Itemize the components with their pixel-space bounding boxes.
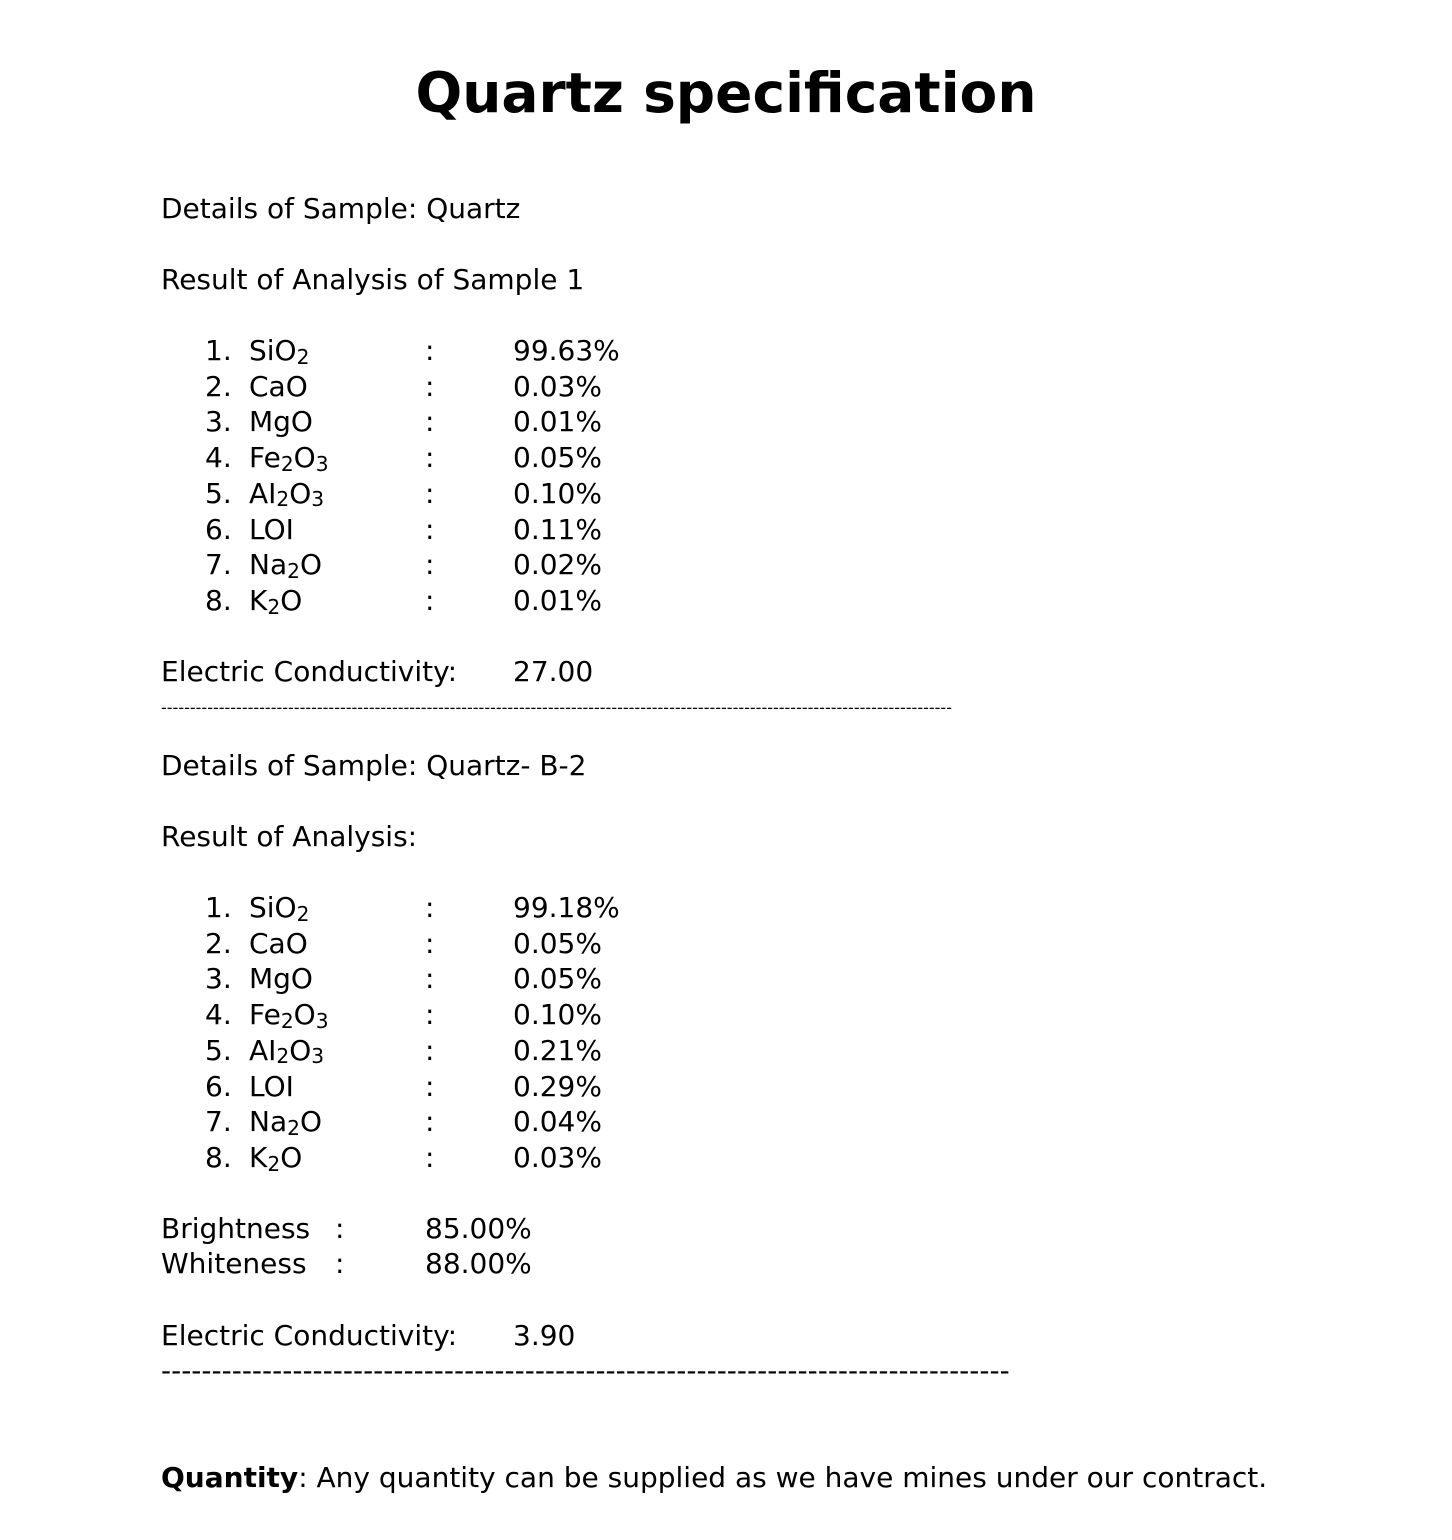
whiteness-value: 88.00% — [425, 1247, 532, 1280]
item-colon: : — [425, 512, 435, 546]
item-colon: : — [425, 962, 435, 996]
sample1-conductivity-value: 27.00 — [513, 655, 594, 688]
item-colon: : — [425, 441, 435, 475]
item-colon: : — [425, 1033, 435, 1067]
item-colon: : — [425, 369, 435, 403]
compound-name: Na2O — [249, 1105, 322, 1140]
compound-name: SiO2 — [249, 891, 310, 926]
item-colon: : — [425, 405, 435, 439]
sample1-conductivity-label: Electric Conductivity: — [161, 655, 458, 688]
sample1-details-value: Quartz — [426, 192, 521, 225]
compound-name: Na2O — [249, 548, 322, 583]
item-value: 0.03% — [513, 369, 602, 403]
item-number: 3. — [205, 405, 232, 439]
item-colon: : — [425, 1140, 435, 1174]
item-number: 6. — [205, 1069, 232, 1103]
compound-name: Fe2O3 — [249, 998, 329, 1033]
compound-name: MgO — [249, 962, 313, 996]
item-value: 99.63% — [513, 334, 620, 367]
compound-name: LOI — [249, 512, 294, 546]
item-value: 0.05% — [513, 962, 602, 996]
item-colon: : — [425, 998, 435, 1032]
sample2-conductivity — [161, 1318, 576, 1354]
sample2-result-heading: Result of Analysis: — [161, 820, 418, 853]
item-value: 0.04% — [513, 1105, 602, 1139]
item-number: 4. — [205, 998, 232, 1032]
item-number: 3. — [205, 962, 232, 996]
compound-name: MgO — [249, 405, 313, 439]
sample1-result-heading: Result of Analysis of Sample 1 — [161, 263, 585, 296]
item-number: 1. — [205, 891, 232, 924]
compound-name: CaO — [249, 369, 308, 403]
compound-name: AI2O3 — [249, 476, 325, 512]
item-number: 2. — [205, 369, 232, 403]
sample2-conductivity-value: 3.90 — [513, 1319, 576, 1352]
sample2-details — [161, 748, 586, 784]
brightness-value: 85.00% — [425, 1212, 532, 1245]
item-value: 0.02% — [513, 548, 602, 582]
sample1-details-label: Details of Sample: — [161, 192, 418, 225]
brightness-colon: : — [335, 1212, 345, 1245]
whiteness-label: Whiteness — [161, 1247, 307, 1280]
page-title: Quartz specification — [415, 61, 1037, 125]
compound-name: K2O — [249, 1140, 303, 1176]
sample1-conductivity — [161, 654, 594, 690]
item-value: 0.01% — [513, 583, 602, 617]
item-number: 6. — [205, 512, 232, 546]
separator-2: ------------------------------------------------------------------------------------ — [161, 1354, 1010, 1387]
compound-name: SiO2 — [249, 334, 310, 369]
item-value: 0.21% — [513, 1033, 602, 1067]
item-number: 7. — [205, 548, 232, 582]
item-colon: : — [425, 476, 435, 510]
item-value: 0.01% — [513, 405, 602, 439]
item-colon: : — [425, 926, 435, 960]
whiteness-colon: : — [335, 1247, 345, 1280]
item-value: 0.05% — [513, 441, 602, 475]
item-value: 99.18% — [513, 891, 620, 924]
compound-name: Fe2O3 — [249, 441, 329, 476]
sample2-details-value: Quartz- B-2 — [426, 749, 587, 782]
item-colon: : — [425, 583, 435, 617]
item-colon: : — [425, 548, 435, 582]
item-number: 5. — [205, 476, 232, 510]
item-value: 0.03% — [513, 1140, 602, 1174]
item-value: 0.29% — [513, 1069, 602, 1103]
item-number: 7. — [205, 1105, 232, 1139]
item-number: 4. — [205, 441, 232, 475]
sample2-details-label: Details of Sample: — [161, 749, 418, 782]
item-number: 5. — [205, 1033, 232, 1067]
item-colon: : — [425, 334, 435, 367]
item-colon: : — [425, 891, 435, 924]
compound-name: AI2O3 — [249, 1033, 325, 1069]
item-number: 1. — [205, 334, 232, 367]
item-value: 0.11% — [513, 512, 602, 546]
item-colon: : — [425, 1069, 435, 1103]
quantity-label: Quantity — [161, 1461, 299, 1494]
quantity-note — [161, 1460, 1267, 1496]
brightness-label: Brightness — [161, 1212, 311, 1245]
item-colon: : — [425, 1105, 435, 1139]
item-value: 0.10% — [513, 476, 602, 510]
item-value: 0.10% — [513, 998, 602, 1032]
item-number: 8. — [205, 583, 232, 617]
item-number: 2. — [205, 926, 232, 960]
sample1-details — [161, 191, 520, 227]
sample2-conductivity-label: Electric Conductivity: — [161, 1319, 458, 1352]
item-number: 8. — [205, 1140, 232, 1174]
compound-name: CaO — [249, 926, 308, 960]
compound-name: LOI — [249, 1069, 294, 1103]
separator-1: ----------------------------------------------------------------------------------------------------------------------------------------- — [161, 698, 952, 717]
item-value: 0.05% — [513, 926, 602, 960]
quantity-text: : Any quantity can be supplied as we have mines under our contract. — [298, 1461, 1268, 1494]
compound-name: K2O — [249, 583, 303, 619]
